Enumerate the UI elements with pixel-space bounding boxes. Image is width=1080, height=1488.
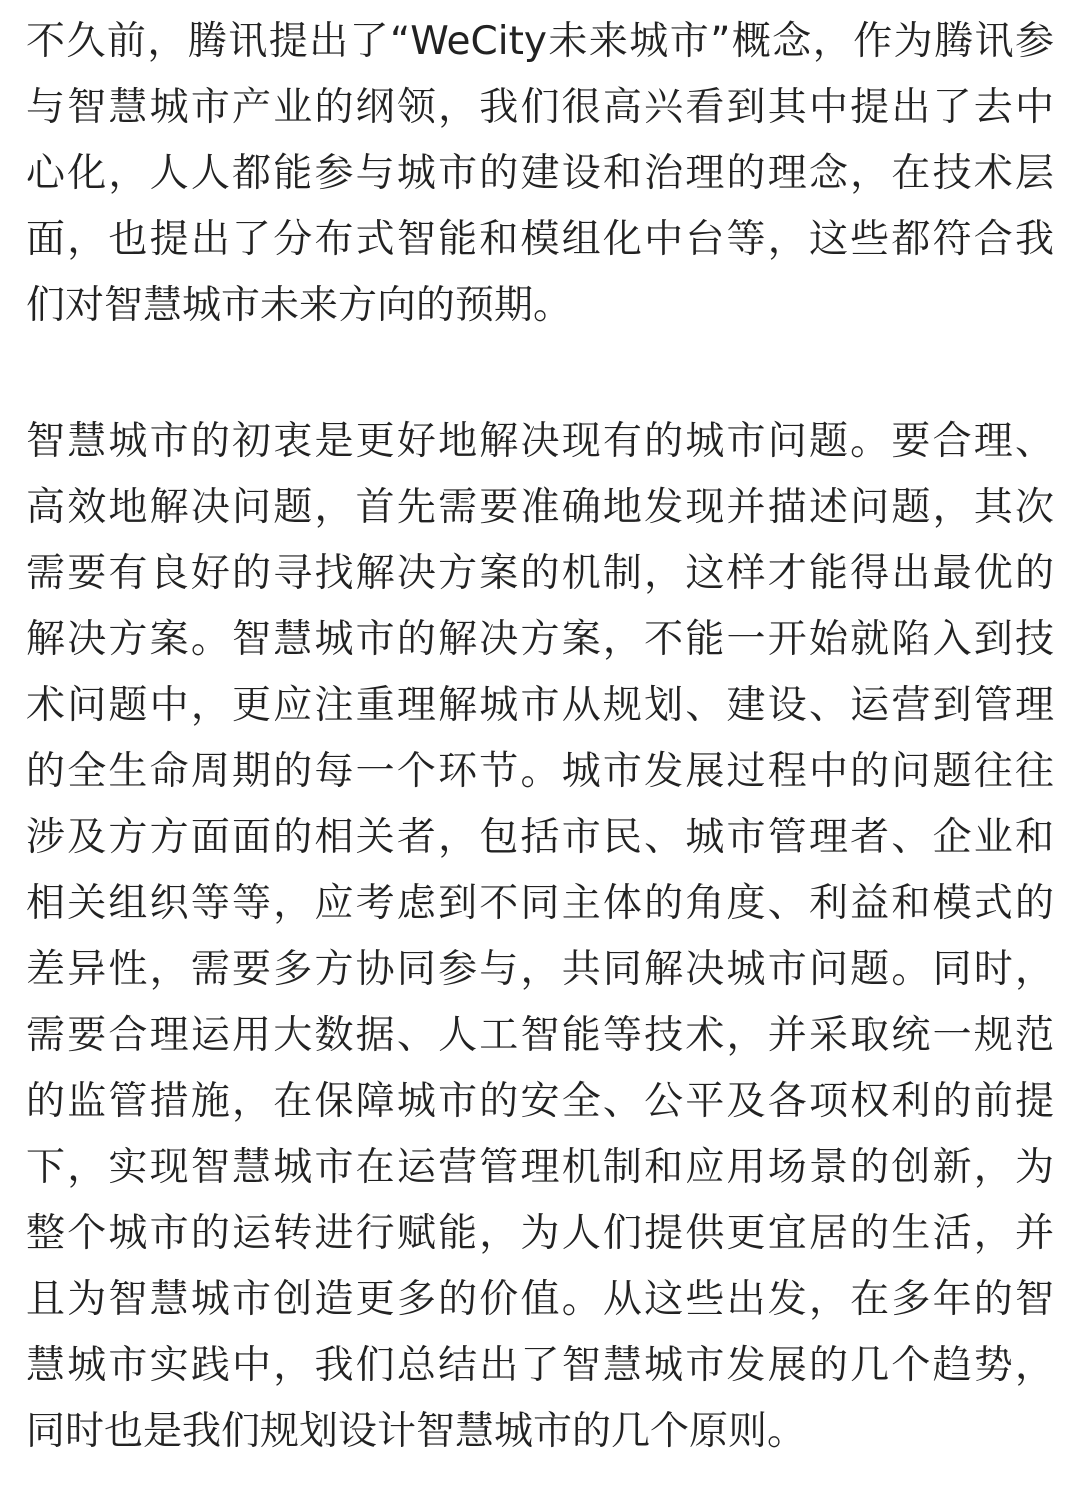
text-line: 不久前，腾讯提出了“WeCity未来城市”概念，作为腾讯参 (26, 19, 1054, 64)
text-line: 们对智慧城市未来方向的预期。 (26, 283, 573, 328)
text-line: 且为智慧城市创造更多的价值。从这些出发，在多年的智 (26, 1277, 1054, 1322)
text-line: 高效地解决问题，首先需要准确地发现并描述问题，其次 (26, 485, 1054, 530)
text-line: 需要有良好的寻找解决方案的机制，这样才能得出最优的 (26, 551, 1054, 596)
text-line: 相关组织等等，应考虑到不同主体的角度、利益和模式的 (26, 881, 1054, 926)
text-line: 慧城市实践中，我们总结出了智慧城市发展的几个趋势， (26, 1343, 1054, 1388)
text-line: 术问题中，更应注重理解城市从规划、建设、运营到管理 (26, 683, 1054, 728)
text-line: 同时也是我们规划设计智慧城市的几个原则。 (26, 1409, 807, 1454)
text-line: 的全生命周期的每一个环节。城市发展过程中的问题往往 (26, 749, 1054, 794)
text-line: 的监管措施，在保障城市的安全、公平及各项权利的前提 (26, 1079, 1054, 1124)
text-line: 解决方案。智慧城市的解决方案，不能一开始就陷入到技 (26, 617, 1054, 662)
text-line: 差异性，需要多方协同参与，共同解决城市问题。同时， (26, 947, 1054, 992)
text-line: 涉及方方面面的相关者，包括市民、城市管理者、企业和 (26, 815, 1054, 860)
text-line: 智慧城市的初衷是更好地解决现有的城市问题。要合理、 (26, 419, 1054, 464)
text-line: 与智慧城市产业的纲领，我们很高兴看到其中提出了去中 (26, 85, 1054, 130)
text-line: 需要合理运用大数据、人工智能等技术，并采取统一规范 (26, 1013, 1054, 1058)
text-line: 下，实现智慧城市在运营管理机制和应用场景的创新，为 (26, 1145, 1054, 1190)
text-line: 面，也提出了分布式智能和模组化中台等，这些都符合我 (26, 217, 1054, 262)
text-line: 心化，人人都能参与城市的建设和治理的理念，在技术层 (26, 151, 1054, 196)
text-line: 整个城市的运转进行赋能，为人们提供更宜居的生活，并 (26, 1211, 1054, 1256)
